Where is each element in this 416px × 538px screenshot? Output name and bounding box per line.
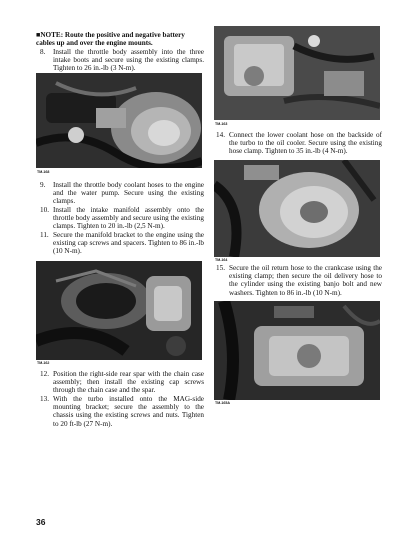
step-number: 9. <box>40 181 46 189</box>
step-8 <box>40 48 204 74</box>
step-number: 8. <box>40 48 46 56</box>
note-marker: ■ <box>36 31 41 39</box>
step-11 <box>40 231 204 257</box>
step-13 <box>40 395 204 429</box>
step-number: 15. <box>216 264 225 272</box>
step-number: 14. <box>216 131 225 139</box>
step-text: With the turbo installed onto the MAG-side mounting bracket; secure the assembly to the chassis using the existing screws and nuts. Tighten to 20 ft-lb (27 N-m). <box>53 395 204 428</box>
engine-photo-illustration <box>36 261 202 360</box>
step-number: 11. <box>40 231 49 239</box>
step-number: 12. <box>40 370 49 378</box>
step-text: Install the throttle body coolant hoses to the engine and the water pump. Secure using the existing clamps. <box>53 181 204 206</box>
battery-note <box>36 31 204 48</box>
photo-intake-manifold <box>36 261 202 360</box>
photo-code: TM-165A <box>215 401 230 405</box>
engine-photo-illustration <box>214 301 380 400</box>
photo-turbo-mount <box>214 26 380 120</box>
step-text: Secure the oil return hose to the crankcase using the existing clamp; then secure the oil delivery hose to the cylinder using the existing banjo bolt and new washers. Tighten to 86 in.-lb (10 N-m). <box>229 264 382 297</box>
photo-code: TM-162 <box>37 361 50 365</box>
step-number: 10. <box>40 206 49 214</box>
step-text: Install the throttle body assembly into the three intake boots and secure using the existing clamps. Tighten to 26 in.-lb (3 N-m). <box>53 48 204 73</box>
photo-oil-return-hose <box>214 301 380 400</box>
step-12 <box>40 370 204 396</box>
engine-photo-illustration <box>36 73 202 168</box>
engine-photo-illustration <box>214 160 380 257</box>
page-number: 36 <box>36 517 46 527</box>
step-text: Position the right-side rear spar with the chain case assembly; then install the existing cap screws through the chain case and the spar. <box>53 370 204 395</box>
step-9 <box>40 181 204 207</box>
note-text: NOTE: Route the positive and negative battery cables up and over the engine mounts. <box>36 31 185 48</box>
step-number: 13. <box>40 395 49 403</box>
engine-photo-illustration <box>214 26 380 120</box>
step-15 <box>216 264 382 298</box>
photo-throttle-body <box>36 73 202 168</box>
step-10 <box>40 206 204 232</box>
step-text: Connect the lower coolant hose on the backside of the turbo to the oil cooler. Secure using the existing hose clamp. Tighten to 35 in.-lb (4 N-m). <box>229 131 382 156</box>
photo-code: TM-164 <box>215 258 228 262</box>
step-14 <box>216 131 382 157</box>
photo-code: TM-168 <box>37 170 50 174</box>
photo-coolant-hose <box>214 160 380 257</box>
photo-code: TM-163 <box>215 122 228 126</box>
step-text: Secure the manifold bracket to the engine using the existing cap screws and spacers. Tighten to 86 in.-lb (10 N-m). <box>53 231 204 256</box>
step-text: Install the intake manifold assembly onto the throttle body assembly and secure using the existing clamps. Tighten to 20 in.-lb (2,5 N-m). <box>53 206 204 231</box>
